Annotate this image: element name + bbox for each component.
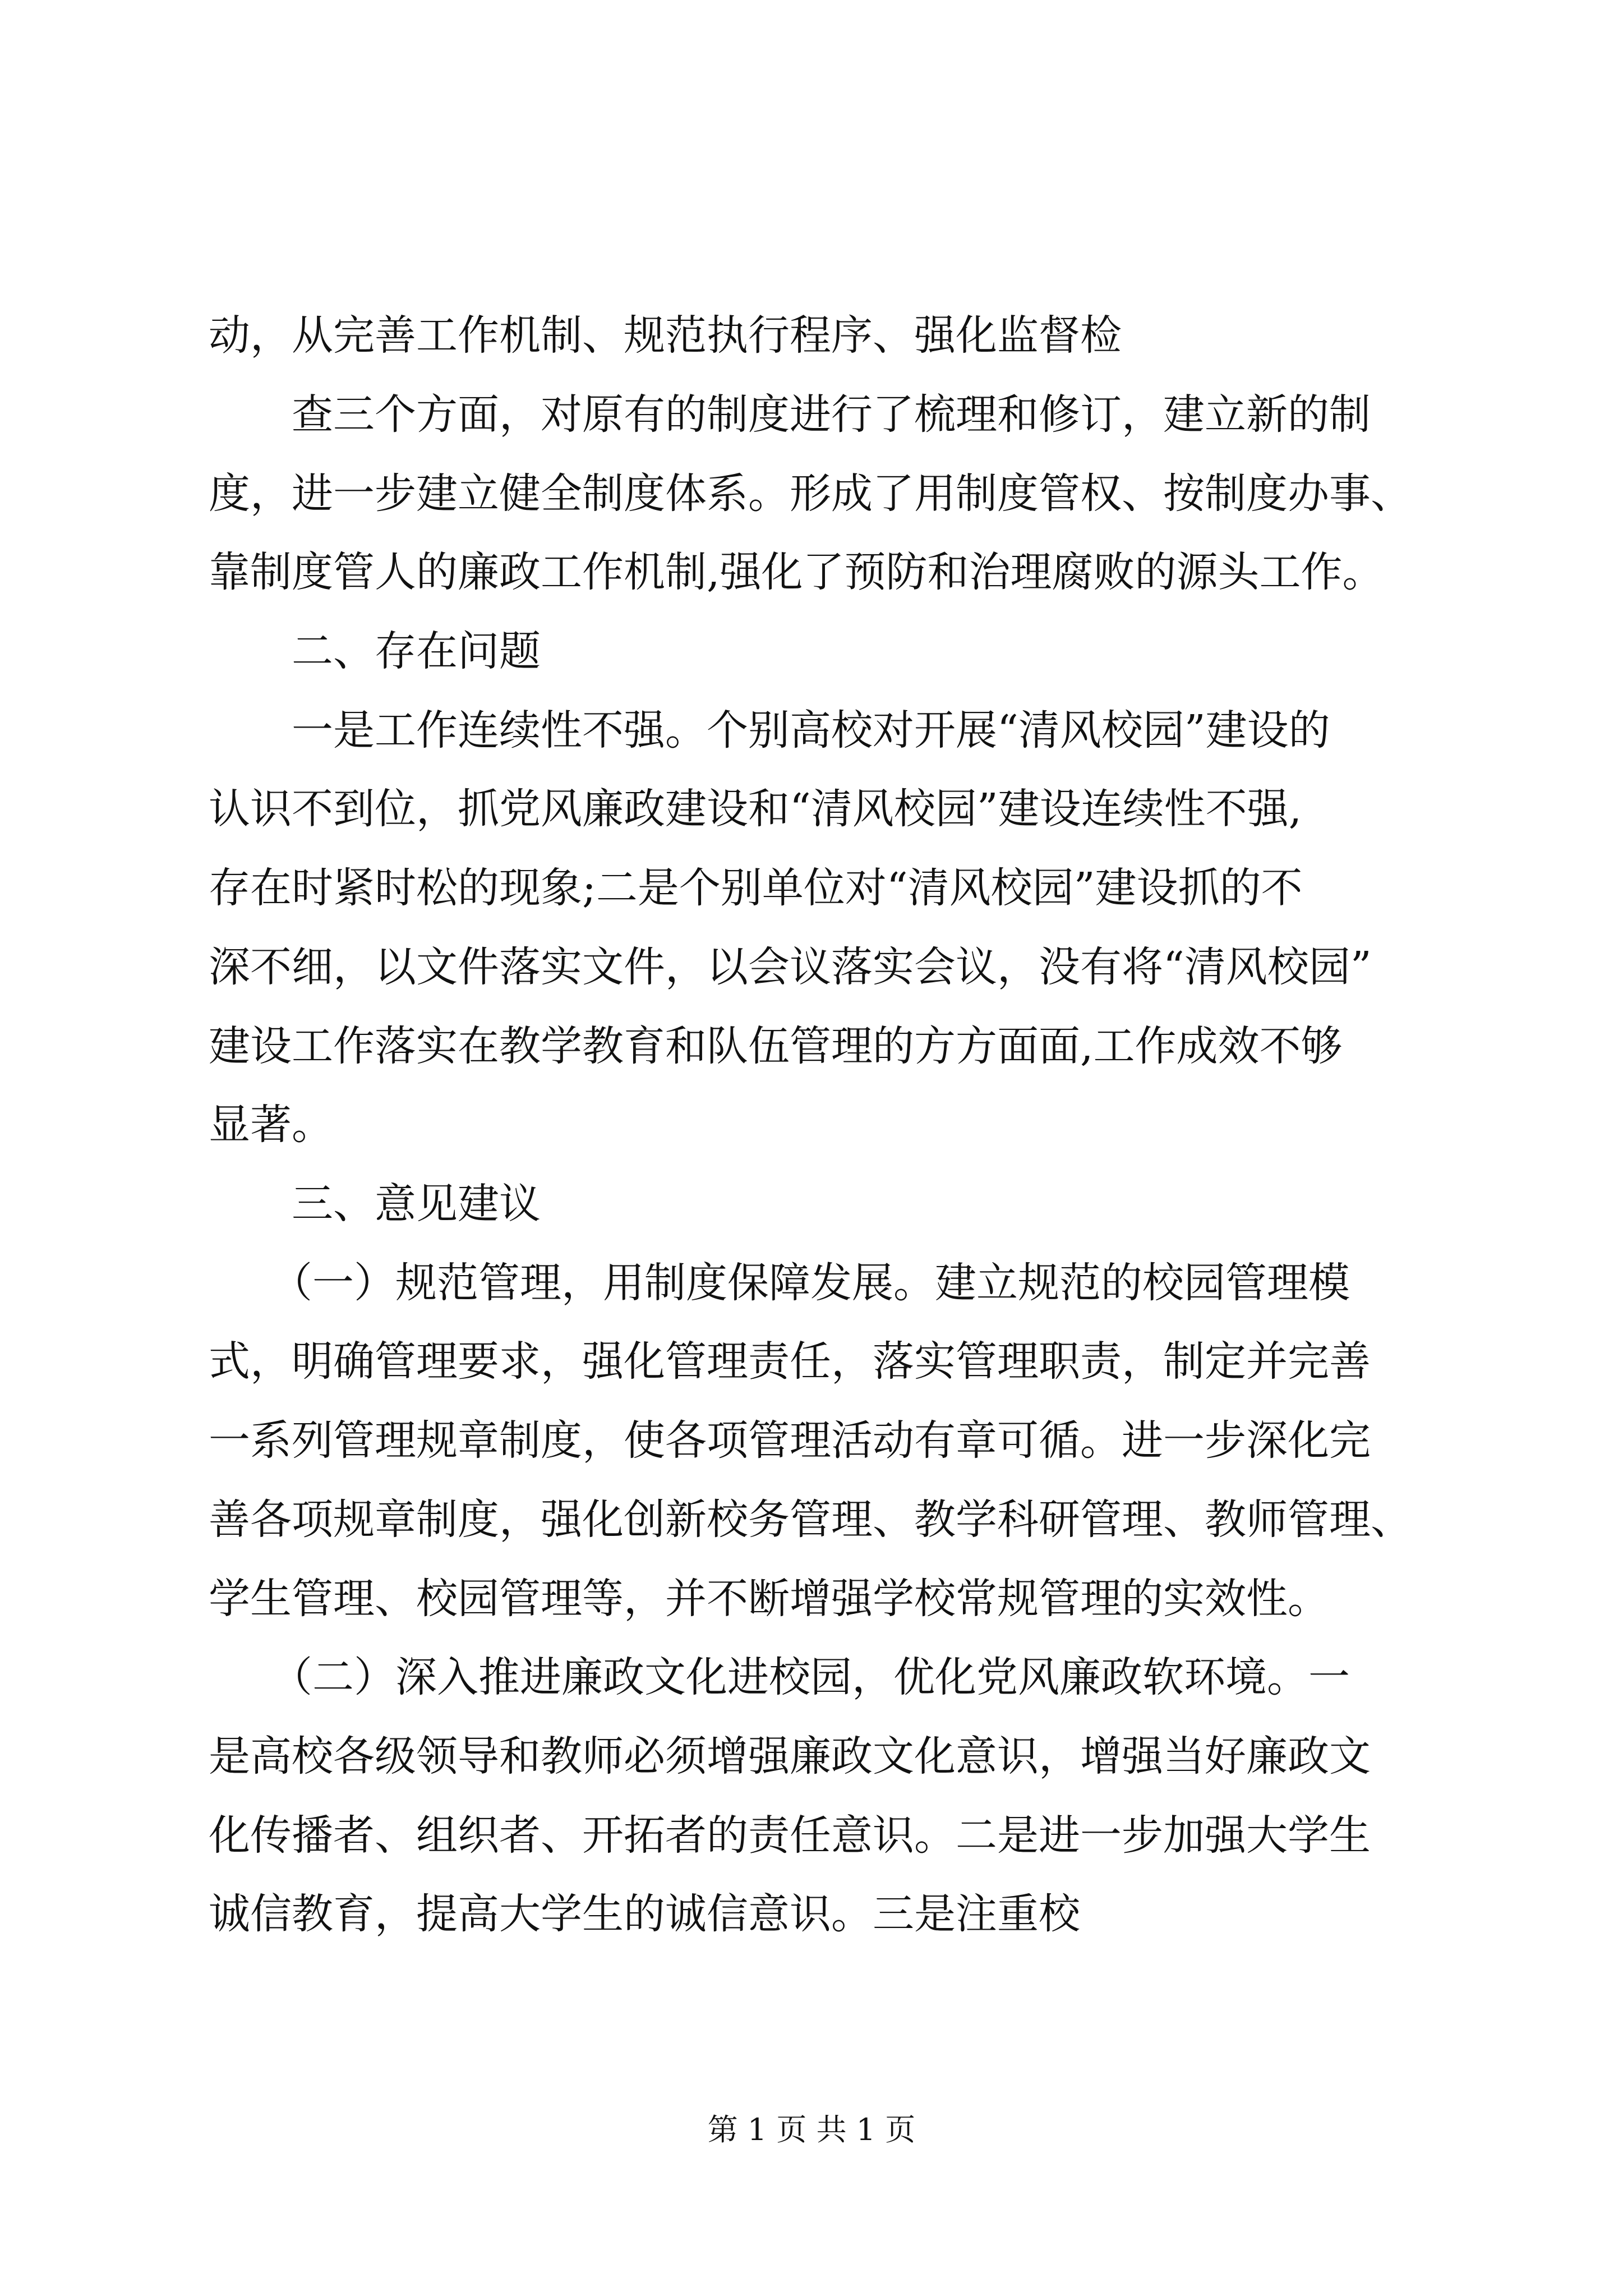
section-heading: 二、存在问题	[209, 627, 541, 675]
body-text-line: 度，进一步建立健全制度体系。形成了用制度管权、按制度办事、	[209, 470, 1412, 518]
body-text-line: 一系列管理规章制度，使各项管理活动有章可循。进一步深化完	[209, 1416, 1371, 1465]
body-text-line: 建设工作落实在教学教育和队伍管理的方方面面,工作成效不够	[209, 1022, 1343, 1070]
body-text-line: 学生管理、校园管理等，并不断增强学校常规管理的实效性。	[209, 1575, 1329, 1623]
body-text-line: 一是工作连续性不强。个别高校对开展“清风校园”建设的	[209, 706, 1330, 754]
body-text-line: 显著。	[209, 1101, 333, 1149]
body-text-line: 靠制度管人的廉政工作机制,强化了预防和治理腐败的源头工作。	[209, 548, 1384, 596]
body-text-line: 化传播者、组织者、开拓者的责任意识。二是进一步加强大学生	[209, 1811, 1371, 1860]
body-text-line: 善各项规章制度，强化创新校务管理、教学科研管理、教师管理、	[209, 1496, 1412, 1544]
body-text-line: （一）规范管理，用制度保障发展。建立规范的校园管理模	[209, 1259, 1350, 1307]
body-text-line: 是高校各级领导和教师必须增强廉政文化意识，增强当好廉政文	[209, 1732, 1371, 1780]
body-text-line: 深不细，以文件落实文件，以会议落实会议，没有将“清风校园”	[209, 943, 1372, 991]
body-text-line: 诚信教育，提高大学生的诚信意识。三是注重校	[209, 1890, 1080, 1938]
page-footer: 第 1 页 共 1 页	[707, 2112, 916, 2147]
body-text-line: （二）深入推进廉政文化进校园，优化党风廉政软环境。一	[209, 1653, 1350, 1701]
body-text-line: 式，明确管理要求，强化管理责任，落实管理职责，制定并完善	[209, 1337, 1371, 1386]
body-text-line: 查三个方面，对原有的制度进行了梳理和修订，建立新的制	[209, 390, 1371, 439]
body-text-line: 存在时紧时松的现象;二是个别单位对“清风校园”建设抓的不	[209, 864, 1303, 912]
body-text-line: 动，从完善工作机制、规范执行程序、强化监督检	[209, 311, 1122, 360]
section-heading: 三、意见建议	[209, 1180, 541, 1228]
body-text-line: 认识不到位，抓党风廉政建设和“清风校园”建设连续性不强,	[209, 785, 1302, 833]
